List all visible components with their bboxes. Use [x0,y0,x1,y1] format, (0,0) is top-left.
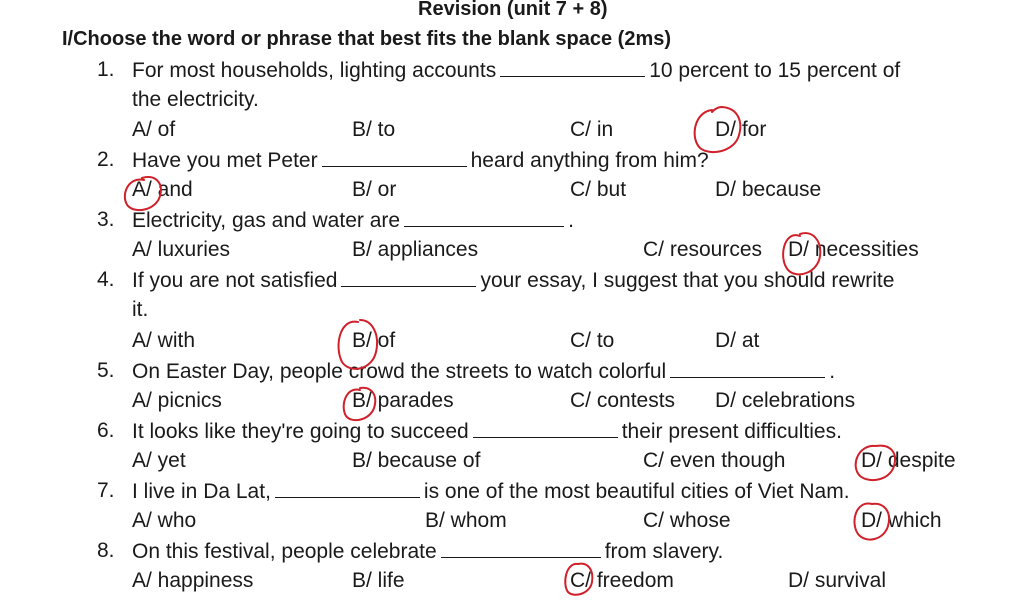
option-c[interactable]: C/ but [570,178,627,201]
question-number: 7. [97,479,115,502]
option-c[interactable]: C/ resources [643,238,763,261]
answer-blank [441,539,601,558]
answer-blank [404,208,564,227]
question-number: 8. [97,539,115,562]
question-text: On this festival, people celebrate [132,540,437,563]
question-number: 5. [97,359,115,382]
option-a[interactable]: A/ picnics [132,389,222,412]
option-d[interactable]: D/ at [715,329,760,352]
option-d[interactable]: D/ despite [861,449,956,472]
question-number: 4. [97,268,115,291]
question-8-line [132,539,723,564]
question-text: . [568,209,574,232]
option-b[interactable]: B/ appliances [352,238,479,261]
question-text: 10 percent to 15 percent of [649,59,901,82]
option-a[interactable]: A/ happiness [132,569,254,592]
question-text: For most households, lighting accounts [132,59,497,82]
question-text: I live in Da Lat, [132,480,271,503]
question-text: It looks like they're going to succeed [132,420,469,443]
question-number: 2. [97,148,115,171]
question-6-line [132,419,842,444]
option-a[interactable]: A/ and [132,178,193,201]
option-b[interactable]: B/ parades [352,389,454,412]
option-d[interactable]: D/ for [715,118,767,141]
question-number: 3. [97,208,115,231]
answer-blank [473,419,618,438]
option-d[interactable]: D/ because [715,178,822,201]
option-c[interactable]: C/ in [570,118,614,141]
question-text: your essay, I suggest that you should rewrite [480,269,895,292]
question-7-line [132,479,850,504]
option-d[interactable]: D/ necessities [788,238,919,261]
option-b[interactable]: B/ of [352,329,396,352]
option-c[interactable]: C/ freedom [570,569,674,592]
question-text: Electricity, gas and water are [132,209,401,232]
question-5-line [132,359,835,384]
answer-blank [341,268,476,287]
question-continuation: it. [132,298,149,321]
option-b[interactable]: B/ because of [352,449,481,472]
option-b[interactable]: B/ or [352,178,397,201]
option-a[interactable]: A/ with [132,329,196,352]
answer-blank [500,58,645,77]
question-text: . [829,360,836,383]
option-a[interactable]: A/ luxuries [132,238,231,261]
option-b[interactable]: B/ whom [425,509,507,532]
option-a[interactable]: A/ yet [132,449,186,472]
option-d[interactable]: D/ celebrations [715,389,856,412]
option-c[interactable]: C/ even though [643,449,786,472]
option-c[interactable]: C/ to [570,329,615,352]
question-3-line [132,208,574,233]
option-b[interactable]: B/ to [352,118,396,141]
option-a[interactable]: A/ of [132,118,176,141]
question-number: 6. [97,419,115,442]
option-c[interactable]: C/ contests [570,389,676,412]
option-d[interactable]: D/ survival [788,569,887,592]
question-text: heard anything from him? [470,149,709,172]
question-text: Have you met Peter [132,149,318,172]
question-2-line [132,148,709,173]
question-1-line [132,58,900,83]
question-4-line [132,268,894,293]
option-d[interactable]: D/ which [861,509,942,532]
question-text: from slavery. [604,540,724,563]
question-number: 1. [97,58,115,81]
question-text: If you are not satisfied [132,269,338,292]
question-continuation: the electricity. [132,88,259,111]
option-c[interactable]: C/ whose [643,509,731,532]
answer-blank [322,148,467,167]
answer-blank [670,359,825,378]
option-b[interactable]: B/ life [352,569,405,592]
page-title: Revision (unit 7 + 8) [418,0,608,20]
question-text: their present difficulties. [621,420,842,443]
section-instruction: I/Choose the word or phrase that best fits the blank space (2ms) [62,28,672,50]
question-text: On Easter Day, people crowd the streets to watch colorful [132,360,667,383]
option-a[interactable]: A/ who [132,509,197,532]
question-text: is one of the most beautiful cities of Viet Nam. [423,480,850,503]
answer-blank [275,479,420,498]
